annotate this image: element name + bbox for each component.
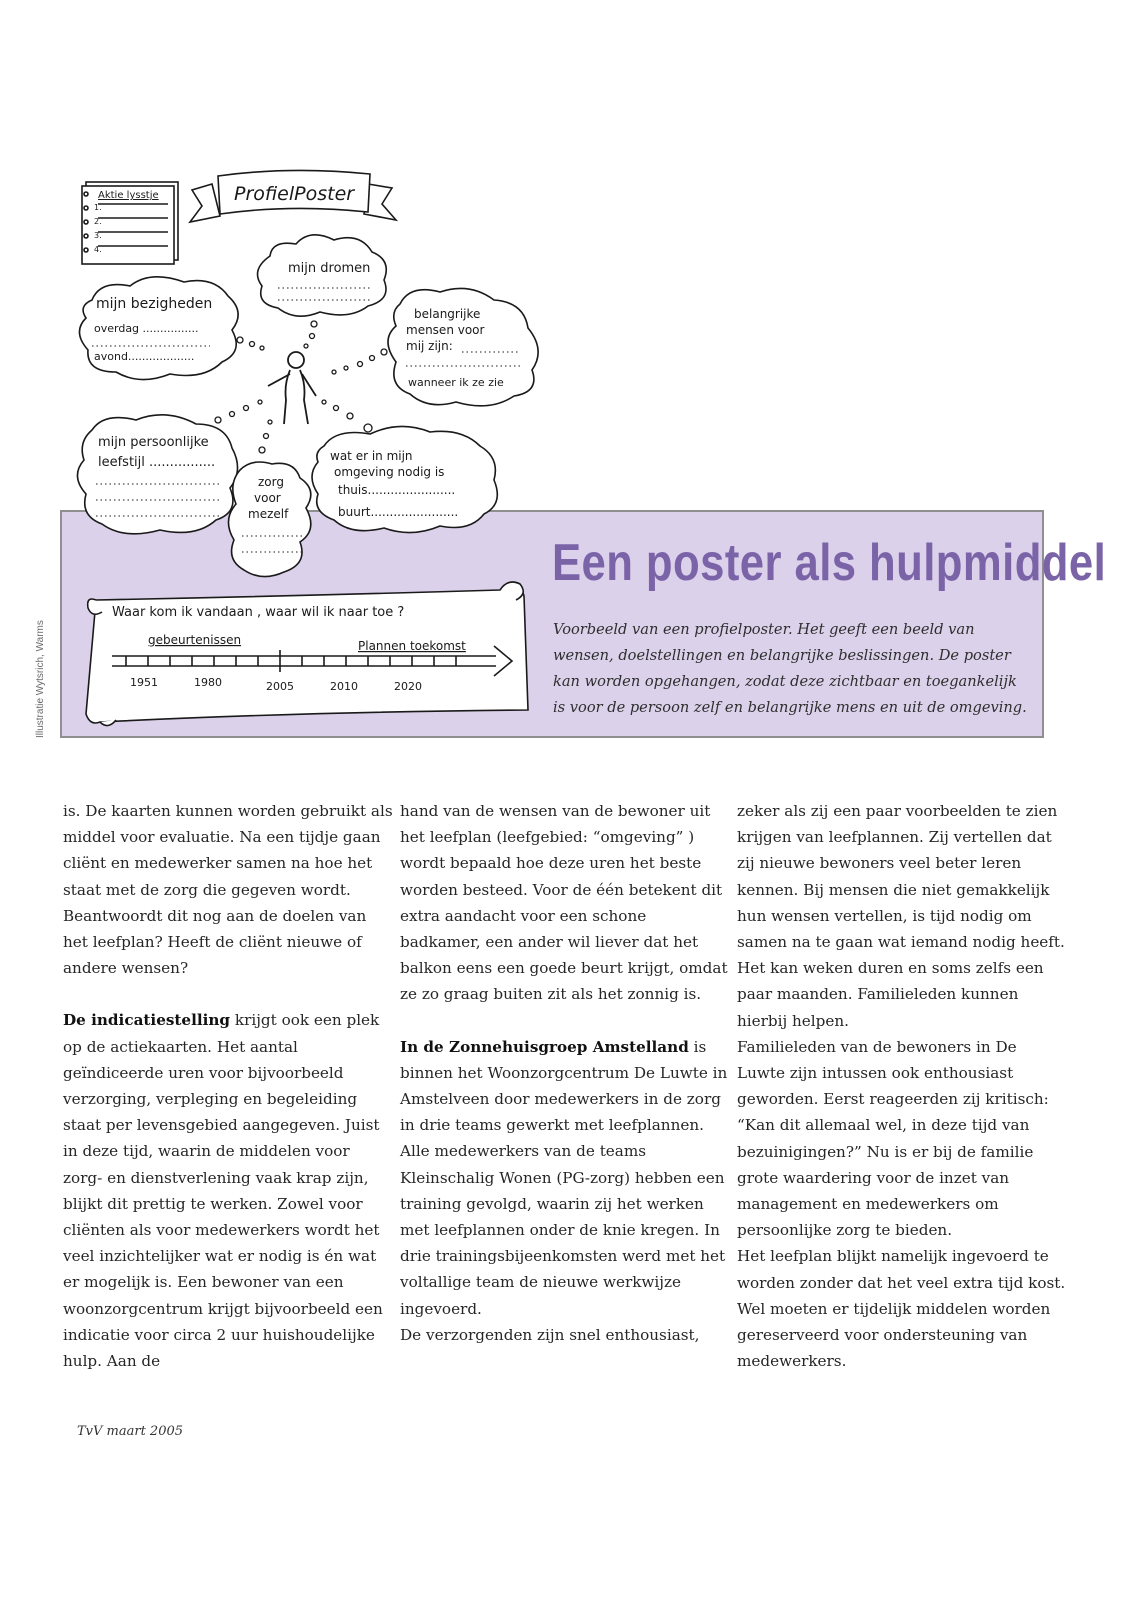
- timeline-year: 2020: [394, 680, 422, 693]
- page-footer: TvV maart 2005: [77, 1424, 184, 1439]
- paragraph: In de Zonnehuisgroep Amstelland is binnen het Woonzorgcentrum De Luwte in Amstelveen door medewerkers in de zorg in drie teams gewerkt met leefplannen. Alle medewerkers van de teams Kleinschalig Wonen (PG-zorg) hebben een training gevolgd, waarin zij het werken met leefplannen onder de knie kregen. In drie trainingsbijeenkomsten werd met het voltallige team de nieuwe werkwijze ingevoerd.: [400, 1037, 728, 1318]
- figure-caption: Voorbeeld van een profielposter. Het geeft een beeld van wensen, doelstellingen en belangrijke beslissingen. De poster kan worden opgehangen, zodat deze zichtbaar en toegankelijk is voor de persoon zelf en belangrijke mens en uit de omgeving.: [553, 621, 1027, 716]
- action-list-item: 3.: [94, 231, 102, 240]
- text-column-3: [737, 798, 1067, 1374]
- cloud-environment-line: thuis.......................: [338, 483, 456, 497]
- timeline-question: Waar kom ik vandaan , waar wil ik naar toe ?: [112, 605, 405, 620]
- timeline-year: 2005: [266, 680, 294, 693]
- cloud-lifestyle-line: mijn persoonlijke: [98, 435, 209, 450]
- timeline-right-label: Plannen toekomst: [358, 639, 466, 653]
- cloud-activities-line: overdag ................: [94, 322, 199, 335]
- cloud-environment-line: omgeving nodig is: [334, 465, 445, 479]
- cloud-environment-line: buurt.......................: [338, 505, 459, 519]
- paragraph: Familieleden van de bewoners in De Luwte zijn intussen ook enthousiast geworden. Eerst reageerden zij kritisch: “Kan dit allemaal wel, in deze tijd van bezuinigingen?” Nu is er bij de familie grote waardering voor de inzet van management en medewerkers om persoonlijke zorg te bieden.: [737, 1037, 1049, 1240]
- action-list-title: Aktie lysstje: [98, 190, 159, 201]
- cloud-people-line: belangrijke: [414, 307, 481, 321]
- timeline-year: 1980: [194, 676, 222, 689]
- paragraph: hand van de wensen van de bewoner uit het leefplan (leefgebied: “omgeving” ) wordt bepaald hoe deze uren het beste worden besteed. Voor de één betekent dit extra aandacht voor een schone badkamer, een ander wil liever dat het balkon eens een goede beurt krijgt, omdat ze zo graag buiten zit als het zonnig is.: [400, 802, 728, 1004]
- text-column-1: [63, 798, 393, 1374]
- banner-title: ProfielPoster: [234, 183, 355, 205]
- illustration-credit: Illustratie Wytsrich, Warms: [35, 620, 46, 738]
- cloud-lifestyle-line: leefstijl ................: [98, 455, 216, 470]
- cloud-selfcare-line: mezelf: [248, 507, 289, 521]
- page-title: Een poster als hulpmiddel: [552, 534, 1107, 592]
- action-list-item: 2.: [94, 217, 102, 226]
- paragraph-lead: In de Zonnehuisgroep Amstelland: [400, 1037, 689, 1056]
- cloud-activities-title: mijn bezigheden: [96, 296, 213, 312]
- paragraph: Het leefplan blijkt namelijk ingevoerd te worden zonder dat het veel extra tijd kost. Wel moeten er tijdelijk middelen worden gereserveerd voor ondersteuning van medewerkers.: [737, 1247, 1066, 1371]
- person-figure: [268, 352, 316, 424]
- timeline-year: 2010: [330, 680, 358, 693]
- cloud-dreams-label: mijn dromen: [288, 261, 371, 276]
- timeline-left-label: gebeurtenissen: [148, 633, 242, 647]
- action-list-item: 4.: [94, 245, 102, 254]
- cloud-selfcare-line: voor: [254, 491, 281, 505]
- text-column-2: [400, 798, 730, 1348]
- cloud-environment-line: wat er in mijn: [330, 449, 413, 463]
- paragraph: De indicatiestelling krijgt ook een plek op de actiekaarten. Het aantal geïndiceerde uren voor bijvoorbeeld verzorging, verpleging en begeleiding staat per levensgebied aangegeven. Juist in deze tijd, waarin de middelen voor zorg- en dienstverlening vaak krap zijn, blijkt dit prettig te werken. Zowel voor cliënten als voor medewerkers wordt het veel inzichtelijker wat er nodig is én wat er mogelijk is. Een bewoner van een woonzorgcentrum krijgt bijvoorbeeld een indicatie voor circa 2 uur huishoudelijke hulp. Aan de: [63, 1011, 383, 1371]
- cloud-people-line: mensen voor: [406, 323, 485, 337]
- cloud-people-line: mij zijn:: [406, 339, 453, 353]
- paragraph: De verzorgenden zijn snel enthousiast,: [400, 1325, 700, 1344]
- cloud-people-line: wanneer ik ze zie: [408, 376, 504, 389]
- action-list-item: 1.: [94, 203, 102, 212]
- paragraph-lead: De indicatiestelling: [63, 1011, 231, 1030]
- timeline-year: 1951: [130, 676, 158, 689]
- paragraph: zeker als zij een paar voorbeelden te zien krijgen van leefplannen. Zij vertellen dat zij nieuwe bewoners veel beter leren kennen. Bij mensen die niet gemakkelijk hun wensen vertellen, is tijd nodig om samen na te gaan wat iemand nodig heeft. Het kan weken duren en soms zelfs een paar maanden. Familieleden kunnen hierbij helpen.: [737, 802, 1065, 1030]
- timeline-scroll: [86, 582, 528, 726]
- cloud-activities-line: avond...................: [94, 350, 195, 363]
- paragraph: is. De kaarten kunnen worden gebruikt als middel voor evaluatie. Na een tijdje gaan cliënt en medewerker samen na hoe het staat met de zorg die gegeven wordt. Beantwoordt dit nog aan de doelen van het leefplan? Heeft de cliënt nieuwe of andere wensen?: [63, 802, 393, 978]
- cloud-selfcare-line: zorg: [258, 475, 284, 489]
